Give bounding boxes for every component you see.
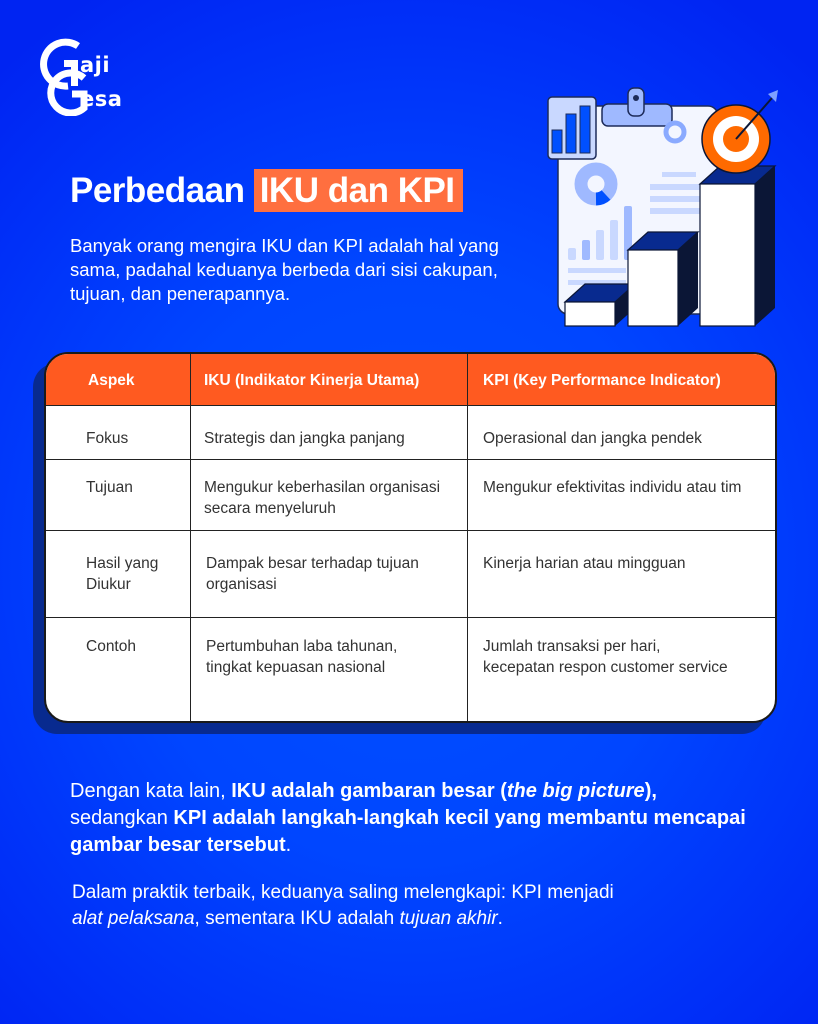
table-row [46,460,775,531]
closing-italic: tujuan akhir [399,908,498,929]
table-header-row [46,354,775,406]
logo-text-gesa: esa [80,87,123,111]
table-body [44,352,777,723]
summary-kpi-bold: KPI adalah langkah-langkah kecil yang membantu mencapai gambar besar tersebut [70,807,746,856]
table-row [46,406,775,460]
title-term-iku: IKU [259,171,319,210]
closing-paragraph [72,880,772,932]
summary-iku-bold [231,780,657,802]
column-header-aspek: Aspek [46,354,191,406]
column-header-iku: IKU (Indikator Kinerja Utama) [191,354,468,406]
summary-italic: the big picture [506,780,645,802]
summary-text: ), [644,780,657,802]
cell-kpi: Jumlah transaksi per hari, kecepatan respon customer service [483,638,728,676]
cell-iku: Pertumbuhan laba tahunan, tingkat kepuasan nasional [191,618,468,721]
column-header-kpi: KPI (Key Performance Indicator) [483,371,721,389]
cell-kpi: Mengukur efektivitas individu atau tim [483,479,742,496]
page-title [70,171,463,211]
title-prefix: Perbedaan [70,171,245,210]
cell-aspek: Tujuan [46,460,191,530]
closing-text: . [497,908,503,929]
closing-italic: alat pelaksana [72,908,195,929]
summary-paragraph [70,778,770,859]
cell-iku: Strategis dan jangka panjang [191,406,468,459]
title-term-kpi: KPI [397,171,455,210]
intro-paragraph: Banyak orang mengira IKU dan KPI adalah hal yang sama, padahal keduanya berbeda dari sisi cakupan, tujuan, dan penerapannya. [70,235,499,304]
cell-iku: Dampak besar terhadap tujuan organisasi [191,531,468,617]
table-row [46,618,775,721]
summary-text: Dengan kata lain, [70,780,232,802]
cell-aspek: Hasil yang Diukur [46,531,191,617]
cell-iku: Mengukur keberhasilan organisasi secara menyeluruh [191,460,468,530]
table-row [46,531,775,618]
summary-text: IKU adalah gambaran besar ( [231,780,507,802]
closing-text: Dalam praktik terbaik, keduanya saling melengkapi: KPI menjadi [72,882,614,903]
gajigesa-logo [38,38,158,118]
cell-aspek: Contoh [46,618,191,721]
summary-text: sedangkan [70,807,174,829]
summary-text: . [285,834,292,856]
clipboard-growth-target-icon [530,84,800,334]
comparison-table [44,352,777,723]
cell-kpi: Kinerja harian atau mingguan [483,555,686,572]
logo-text-gaji: aji [80,53,111,77]
closing-text: , sementara IKU adalah [194,908,400,929]
title-mid: dan [327,171,389,210]
cell-aspek: Fokus [46,406,191,459]
title-highlight [254,169,463,212]
cell-kpi: Operasional dan jangka pendek [483,430,702,447]
